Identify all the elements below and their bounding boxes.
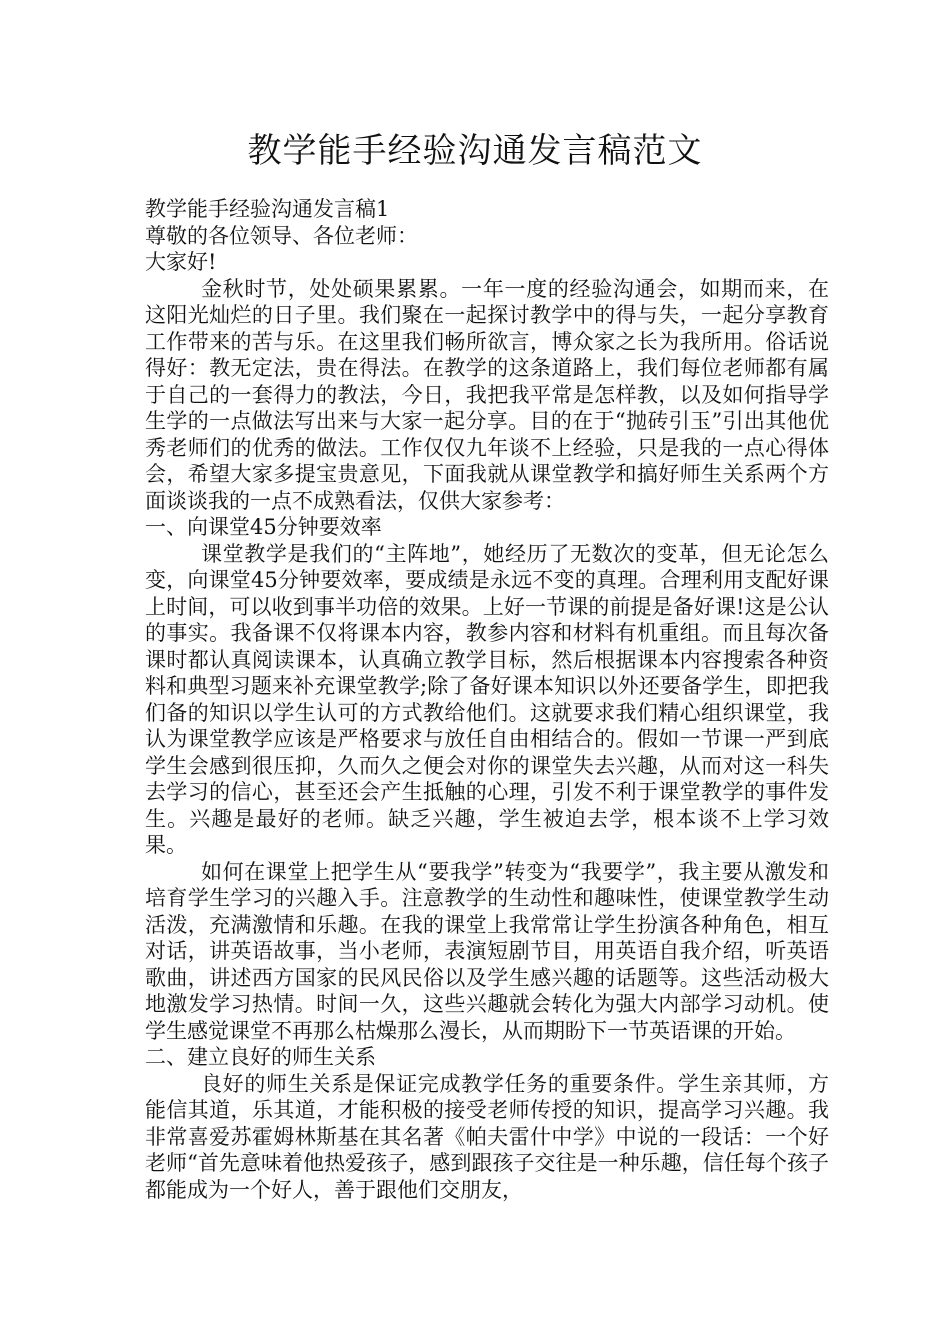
section-heading-2: 二、建立良好的师生关系: [145, 1045, 376, 1069]
paragraph-classroom: 课堂教学是我们的“主阵地”，她经历了无数次的变革，但无论怎么变，向课堂45分钟要效率，要成绩是永远不变的真理。合理利用支配好课上时间，可以收到事半功倍的效果。上好一节课的前提是备好课!这是公认的事实。我备课不仅将课本内容，教参内容和材料有机重组。而且每次备课时都认真阅读课本，认真确立教学目标，然后根据课本内容搜索各种资料和典型习题来补充课堂教学;除了备好课本知识以外还要备学生，即把我们备的知识以学生认可的方式教给他们。这就要求我们精心组织课堂，我认为课堂教学应该是严格要求与放任自由相结合的。假如一节课一严到底学生会感到很压抑，久而久之便会对你的课堂失去兴趣，从而对这一科失去学习的信心，甚至还会产生抵触的心理，引发不利于课堂教学的事件发生。兴趣是最好的老师。缺乏兴趣，学生被迫去学，根本谈不上学习效果。: [145, 541, 829, 857]
salutation: 尊敬的各位领导、各位老师：: [145, 223, 418, 248]
document-subtitle: 教学能手经验沟通发言稿1: [145, 197, 390, 221]
greeting: 大家好!: [145, 250, 217, 274]
document-body: [145, 196, 829, 1203]
section-heading-1: 一、向课堂45分钟要效率: [145, 515, 382, 539]
document-title: 教学能手经验沟通发言稿范文: [247, 131, 703, 171]
paragraph-relationship: 良好的师生关系是保证完成教学任务的重要条件。学生亲其师，方能信其道，乐其道，才能积极的接受老师传授的知识，提高学习兴趣。我非常喜爱苏霍姆林斯基在其名著《帕夫雷什中学》中说的一段话：一个好老师“首先意味着他热爱孩子，感到跟孩子交往是一种乐趣，信任每个孩子都能成为一个好人，善于跟他们交朋友，: [145, 1071, 829, 1202]
paragraph-interest: 如何在课堂上把学生从“要我学”转变为“我要学”，我主要从激发和培育学生学习的兴趣入手。注意教学的生动性和趣味性，使课堂教学生动活泼，充满激情和乐趣。在我的课堂上我常常让学生扮演各种角色，相互对话，讲英语故事，当小老师，表演短剧节目，用英语自我介绍，听英语歌曲，讲述西方国家的民风民俗以及学生感兴趣的话题等。这些活动极大地激发学习热情。时间一久，这些兴趣就会转化为强大内部学习动机。使学生感觉课堂不再那么枯燥那么漫长，从而期盼下一节英语课的开始。: [145, 859, 829, 1043]
paragraph-intro: 金秋时节，处处硕果累累。一年一度的经验沟通会，如期而来，在这阳光灿烂的日子里。我们聚在一起探讨教学中的得与失，一起分享教育工作带来的苦与乐。在这里我们畅所欲言，博众家之长为我所用。俗话说得好：教无定法，贵在得法。在教学的这条道路上，我们每位老师都有属于自己的一套得力的教法，今日，我把我平常是怎样教，以及如何指导学生学的一点做法写出来与大家一起分享。目的在于“抛砖引玉”引出其他优秀老师们的优秀的做法。工作仅仅九年谈不上经验，只是我的一点心得体会，希望大家多提宝贵意见，下面我就从课堂教学和搞好师生关系两个方面谈谈我的一点不成熟看法，仅供大家参考：: [145, 276, 829, 513]
